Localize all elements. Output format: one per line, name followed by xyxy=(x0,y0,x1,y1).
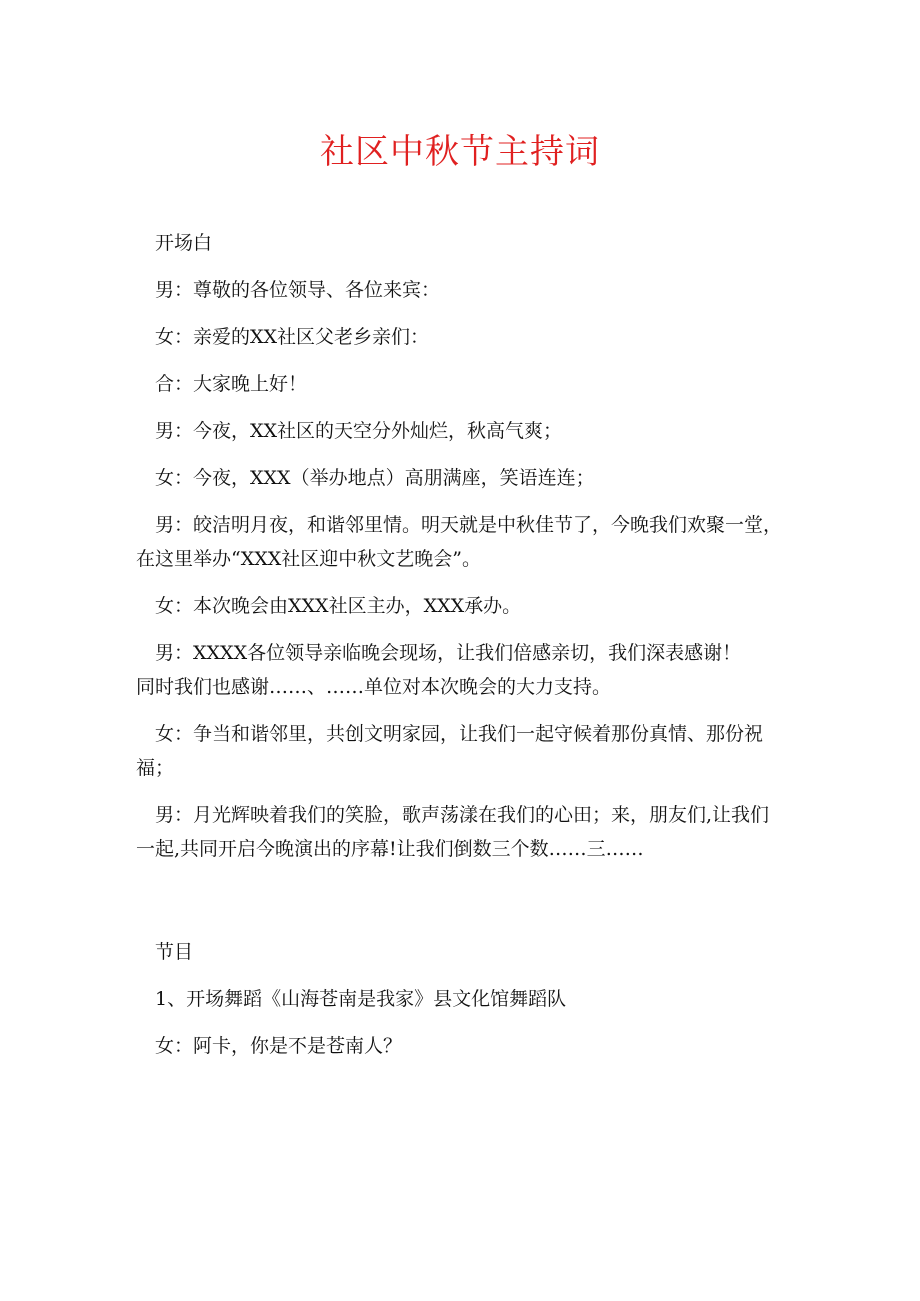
section-gap xyxy=(136,879,786,935)
paragraph: 合：大家晚上好！ xyxy=(155,373,308,395)
document-title: 社区中秋节主持词 xyxy=(320,132,600,172)
paragraph: 女：争当和谐邻里，共创文明家园，让我们一起守候着那份真情、那份祝福； xyxy=(136,723,764,779)
paragraph: 男：今夜，XX社区的天空分外灿烂，秋高气爽； xyxy=(155,420,563,442)
paragraph: 同时我们也感谢……、……单位对本次晚会的大力支持。 xyxy=(136,676,612,698)
paragraph: 男：皎洁明月夜，和谐邻里情。明天就是中秋佳节了，今晚我们欢聚一堂，在这里举办“XXX社区迎中秋文艺晚会”。 xyxy=(136,514,783,570)
paragraph: 男：XXXX各位领导亲临晚会现场，让我们倍感亲切，我们深表感谢！ xyxy=(155,642,742,664)
paragraph: 女：阿卡，你是不是苍南人？ xyxy=(155,1035,403,1057)
paragraph: 女：本次晚会由XXX社区主办，XXX承办。 xyxy=(155,595,522,617)
paragraph: 男：尊敬的各位领导、各位来宾： xyxy=(155,279,441,301)
paragraph: 男：月光辉映着我们的笑脸，歌声荡漾在我们的心田；来，朋友们,让我们一起,共同开启今晚演出的序幕!让我们倒数三个数……三…… xyxy=(136,804,770,860)
program-item: 1、开场舞蹈《山海苍南是我家》县文化馆舞蹈队 xyxy=(155,988,567,1010)
paragraph: 女：亲爱的XX社区父老乡亲们： xyxy=(155,326,430,348)
paragraph: 女：今夜，XXX（举办地点）高朋满座，笑语连连； xyxy=(155,467,595,489)
section-heading-opening: 开场白 xyxy=(155,232,213,254)
document-body xyxy=(136,226,786,1076)
section-heading-program: 节目 xyxy=(155,941,194,963)
